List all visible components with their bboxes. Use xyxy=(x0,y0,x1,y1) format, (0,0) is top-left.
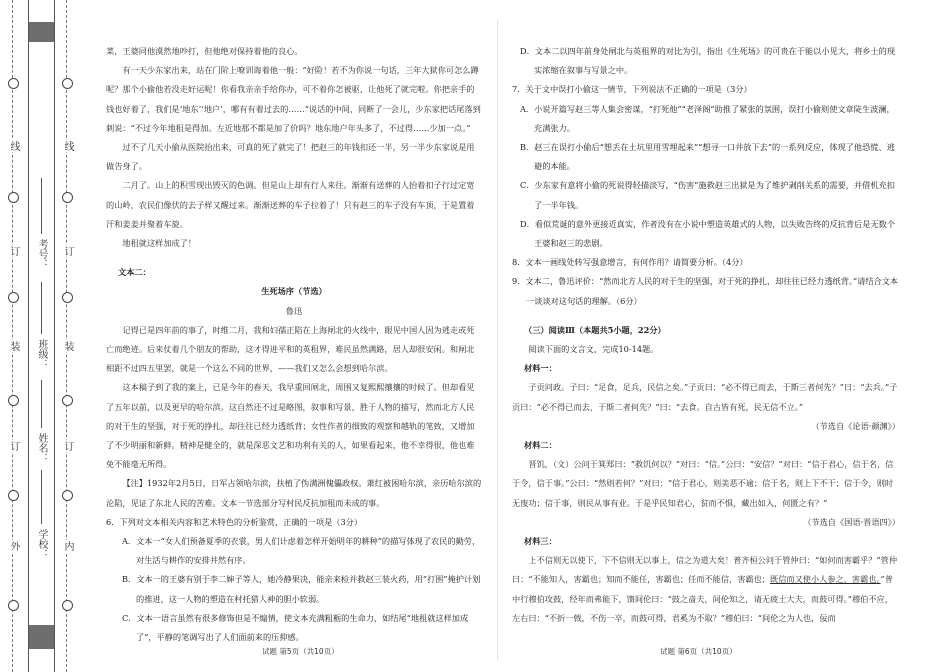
page-6-footer: 试题 第6页（共10页） xyxy=(660,647,737,656)
page-5-footer: 试题 第5页（共10页） xyxy=(262,647,339,656)
material-3-underlined: 既信而又使小人参之，害霸也。 xyxy=(770,574,881,585)
hole-marker xyxy=(8,395,19,406)
field-school-line[interactable] xyxy=(41,470,42,524)
text2-title: 生死场序（节选） xyxy=(261,286,327,297)
cut-line-outer xyxy=(12,0,13,672)
paragraph: 这本稿子到了我的案上，已是今年的春天，我早重回闸北，周围又复熙熙攘攘的时候了。但却看见了五年以前，以及更早的哈尔滨。这自然还不过是略图，叙事和写景，胜于人物的描写，然而北方人民的对于生的坚强，对于死的挣扎，却往往已经力透纸背；女性作者的细致的观察和越轨的笔致，又增加了不少明丽和新鲜。精神是健全的，就是深恶文艺和功利有关的人，如果看起来，他不幸得很，他也难免不能毫无所得。 xyxy=(106,382,475,470)
text2-label: 文本二： xyxy=(118,267,151,278)
paragraph: 记得已是四年前的事了，时维二月，我和妇孺正陷在上海闸北的火线中，眼见中国人因为逃走或死亡而绝迹。后来仗着几个朋友的帮助，这才得进平和的英租界，难民虽然满路，居人却很安闲。和闸北相距不过四五里罢，就是一个这么不同的世界，——我们又怎么会想到哈尔滨。 xyxy=(106,324,475,374)
section-heading: （三）阅读Ⅲ（本题共5小题，22分） xyxy=(524,324,666,335)
label-inner: 内 xyxy=(62,541,73,551)
text2-author: 鲁迅 xyxy=(285,305,303,316)
hole-marker xyxy=(8,490,19,501)
hole-marker xyxy=(8,600,19,611)
strip-border-left xyxy=(28,0,29,672)
field-class-line[interactable] xyxy=(41,282,42,334)
label-order-outer-2: 订 xyxy=(8,441,19,451)
label-line-outer: 线 xyxy=(8,141,19,151)
hole-marker xyxy=(8,78,19,89)
material-3-label: 材料三： xyxy=(524,536,557,547)
hole-marker xyxy=(62,490,73,501)
label-outer: 外 xyxy=(8,541,19,551)
label-order-inner-2: 订 xyxy=(62,441,73,451)
gray-band-bottom xyxy=(28,625,54,649)
field-school-label: 学校： xyxy=(36,529,47,559)
hole-marker xyxy=(62,78,73,89)
question-7: 7．关于文中误打小偷这一情节，下列说法不正确的一项是（3分） xyxy=(512,84,752,95)
hole-marker xyxy=(8,292,19,303)
paragraph: 菜，王婆同他漠然地吵打，但他绝对保持着他的良心。 xyxy=(106,46,303,56)
material-2-text: 晋饥，（文）公问于箕郑曰：“救饥何以？”对曰：“信。”公曰：“安信？”对曰：“信于君心，信于名，信于令，信于事。”公曰：“然则若何？”对曰：“信于君心，则美恶不逾；信于名，则上下不干；信于令，则时无废功；信于事，则民从事有业。于是乎民知君心，贫而不惧，藏出如入，何匮之有？” xyxy=(512,459,894,508)
field-name-label: 姓名： xyxy=(36,433,47,463)
field-exam-no-label: 考号： xyxy=(36,239,47,269)
material-2-source: （节选自《国语·晋语四》） xyxy=(803,516,900,527)
label-order-inner: 订 xyxy=(62,246,73,256)
binding-strip xyxy=(0,0,100,672)
instruction: 阅读下面的文言文，完成10-14题。 xyxy=(528,344,659,355)
question-7-option-b: B．赵三在误打小偷后“想丢在土坑里用雪埋起来”“想寻一口井放下去”的一系列反应，体现了他恐慌、逃避的本能。 xyxy=(520,142,895,172)
question-8: 8．文本一画线处转写强意增言，有何作用？请简要分析。（4分） xyxy=(512,257,748,268)
label-order-outer: 订 xyxy=(8,246,19,256)
label-line-inner: 线 xyxy=(62,141,73,151)
material-1-text: 子贡问政。子曰：“足食，足兵，民信之矣。”子贡曰：“必不得已而去，于斯三者何先？”曰：“去兵。”子贡曰：“必不得已而去，于斯二者何先？”曰：“去食。自古皆有死，民无信不立。” xyxy=(512,382,898,412)
field-exam-no-line[interactable] xyxy=(41,178,42,234)
paragraph: 二月了。山上的积雪现出毁灭的色调。但是山上却有行人来往。渐渐有送葬的人抬着扣子行过定宽的山岭，农民们像伏的去子样又醒过来。渐渐送葬的车子拉着了！只有赵三的车子没有车顶，于是置着汗和姜姜并聚着车旋。 xyxy=(106,180,475,229)
page-divider xyxy=(497,20,498,660)
label-bind-outer: 装 xyxy=(8,341,19,351)
note: 【注】1932年2月5日，日军占领哈尔滨，扶植了伪满洲傀儡政权。萧红被困哈尔滨，亲历哈尔滨的沦陷，见证了东北人民的苦难。文本一节选部分写村民反抗加租而未成的事。 xyxy=(106,478,482,508)
page-6-column xyxy=(512,42,900,628)
material-1-source: （节选自《论语·颜渊》） xyxy=(811,420,900,431)
label-bind-inner: 装 xyxy=(62,341,73,351)
material-3-part-b: ”普中行穆伯攻鼓，经年而弗能下，馈间伦曰：“鼓之啬夫，间伦知之，请无疲士大夫，而鼓可得。”穆伯不应，左右曰：“不折一戟，不伤一卒，而鼓可得，君奚为不取？”穆伯曰：“间伦之为人也，佞而 xyxy=(512,574,893,623)
question-9: 9．文本二，鲁迅评价：“然而北方人民的对于生的坚强，对于死的挣扎，却往往已经力透纸背。”请结合文本一谈谈对这句话的理解。（6分） xyxy=(512,276,899,306)
strip-border-right xyxy=(54,0,55,672)
question-7-option-c: C．少东家有意将小偷的死说得轻描淡写，“伤害”施救赵三出狱是为了维护剥削关系的需要，并借机充扣了一半年钱。 xyxy=(520,180,895,210)
question-6-option-c: C．文本一语言虽然有很多修饰但是不煽情，使文本充满粗粝的生命力，如结尾“地租就这样加成了”，平静的笔调写出了人们面前来的压抑感。 xyxy=(122,612,469,643)
paragraph: 有一天少东家出来，站在门阶上嘹训诲着他一般：“好险！若不为你说一句话，三年大狱你可怎么蹲呢？那个小偷他若没走好运呢！你看我亲亲手给你办，可不着你怎被驱，让他死了就完啦。你把亲手的钱也好着了，我们是‘地东’‘地户’，哪有有着过去的……”说话的中间，同断了一会儿，少东家把话尾落到刺说：“不过今年地租是得加。左近地那不都是加了价吗？地东地户年头多了，不过得……少加一点。” xyxy=(106,65,481,133)
material-3-text xyxy=(512,551,900,628)
paragraph: 地租就这样加成了！ xyxy=(122,238,197,249)
material-3-part-a: 上不信则无以使下，下不信则无以事上，信之为道大矣！普齐桓公问于管仲曰：“如何而害霸乎？”管仲曰：“不能知人，害霸也；知而不能任，害霸也；任而不能信，害霸也； xyxy=(512,555,898,585)
cut-line-inner xyxy=(66,0,67,672)
question-6-option-b: B．文本一的王婆有别于李二婶子等人，她冷静果决，能亲来检并救赵三装火药，用“打围”掩护计划的推进，这一人物的塑造在村托猎人神的胆小软弱。 xyxy=(122,574,481,604)
question-7-option-a: A．小说开篇写赵三等人集会密谋，“打死他”“老泽阁”助推了紧张的氛围，误打小偷则使文章陡生波澜，充满张力。 xyxy=(520,103,895,133)
question-6-option-d: D．文本二以四年前身处闸北与英租界的对比为引，指出《生死场》的可贵在于能以小见大，将乡土的现实浓缩在叙事与写景之中。 xyxy=(520,46,896,76)
page-5-column xyxy=(106,42,482,647)
paragraph: 过不了几天小偷从医院抬出来，可真的死了就完了！把赵三的年钱扣还一半，另一半少东家说是用做告身了。 xyxy=(106,142,475,172)
material-2-label: 材料二： xyxy=(524,440,557,451)
field-name-line[interactable] xyxy=(41,380,42,428)
hole-marker xyxy=(62,395,73,406)
question-6-option-a: A．文本一“女人们预备夏季的衣裳，男人们计虑着怎样开始明年的耕种”的描写体现了农民的勤劳，对生活与耕作的安排井然有序。 xyxy=(122,536,481,566)
gray-band-top xyxy=(28,22,54,42)
material-1-label: 材料一： xyxy=(524,363,557,374)
hole-marker xyxy=(62,600,73,611)
hole-marker xyxy=(8,192,19,203)
field-class-label: 班级： xyxy=(36,339,47,369)
question-7-option-d: D．看似荒诞的意外更接近真实，作者没有在小说中塑造英雄式的人物，以失败告终的反抗背后是无数个王婆和赵三的悲剧。 xyxy=(520,218,896,249)
question-6: 6．下列对文本相关内容和艺术特色的分析鉴赏，正确的一项是（3分） xyxy=(106,516,363,527)
hole-marker xyxy=(62,192,73,203)
hole-marker xyxy=(62,292,73,303)
